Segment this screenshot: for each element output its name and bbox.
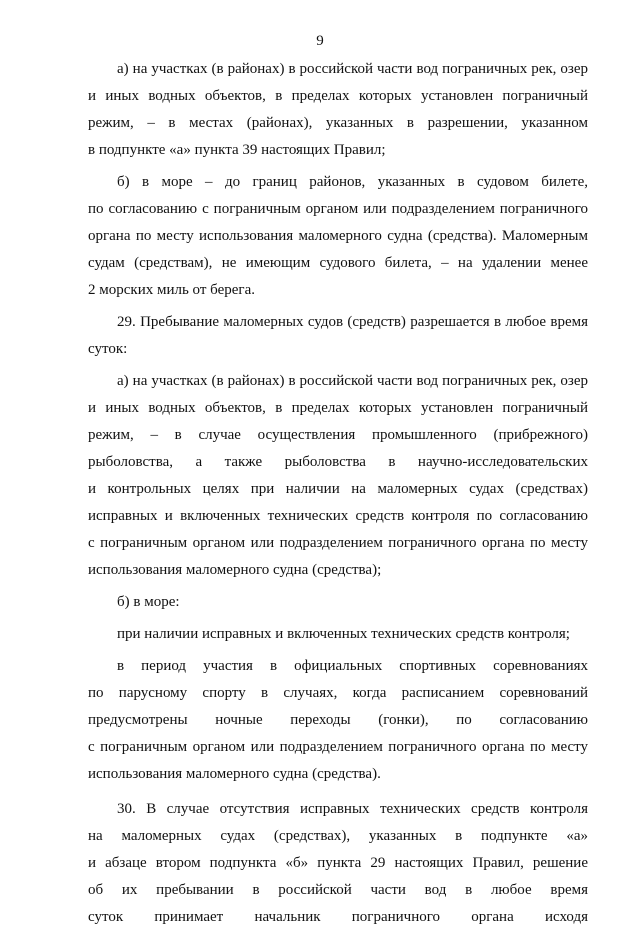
- text-line: 29. Пребывание маломерных судов (средств) разрешается в любое время: [117, 314, 588, 330]
- text-line: с пограничным органом или подразделением пограничного органа по месту: [88, 535, 588, 551]
- text-line: режим, – в местах (районах), указанных в разрешении, указанном: [88, 115, 588, 131]
- text-line: использования маломерного судна (средства).: [88, 766, 381, 782]
- text-line: использования маломерного судна (средства);: [88, 562, 382, 578]
- text-line: б) в море – до границ районов, указанных в судовом билете,: [117, 174, 588, 190]
- text-line: режим, – в случае осуществления промышленного (прибрежного): [88, 427, 588, 443]
- text-line: суток принимает начальник пограничного органа исходя: [88, 909, 588, 925]
- text-line: с пограничным органом или подразделением пограничного органа по месту: [88, 739, 588, 755]
- text-line: и иных водных объектов, в пределах которых установлен пограничный: [88, 400, 588, 416]
- text-line: 30. В случае отсутствия исправных технических средств контроля: [117, 801, 588, 817]
- text-line: об их пребывании в российской части вод в любое время: [88, 882, 588, 898]
- text-line: предусмотрены ночные переходы (гонки), по согласованию: [88, 712, 588, 728]
- text-line: в подпункте «а» пункта 39 настоящих Правил;: [88, 142, 386, 158]
- text-line: органа по месту использования маломерного судна (средства). Маломерным: [88, 228, 588, 244]
- text-line: б) в море:: [117, 594, 180, 610]
- text-line: исправных и включенных технических средств контроля по согласованию: [88, 508, 588, 524]
- text-line: и иных водных объектов, в пределах которых установлен пограничный: [88, 88, 588, 104]
- text-line: при наличии исправных и включенных технических средств контроля;: [117, 626, 570, 642]
- text-line: суток:: [88, 341, 128, 357]
- text-line: и контрольных целях при наличии на маломерных судах (средствах): [88, 481, 588, 497]
- text-line: в период участия в официальных спортивных соревнованиях: [117, 658, 588, 674]
- text-line: 2 морских миль от берега.: [88, 282, 255, 298]
- text-line: на маломерных судах (средствах), указанных в подпункте «а»: [88, 828, 588, 844]
- page-number: 9: [316, 33, 324, 49]
- text-line: а) на участках (в районах) в российской части вод пограничных рек, озер: [117, 61, 588, 77]
- document-body: [88, 56, 588, 931]
- text-line: и абзаце втором подпункта «б» пункта 29 настоящих Правил, решение: [88, 855, 588, 871]
- text-line: по согласованию с пограничным органом или подразделением пограничного: [88, 201, 588, 217]
- text-line: судам (средствам), не имеющим судового билета, – на удалении менее: [88, 255, 588, 271]
- text-line: по парусному спорту в случаях, когда расписанием соревнований: [88, 685, 588, 701]
- text-line: а) на участках (в районах) в российской части вод пограничных рек, озер: [117, 373, 588, 389]
- text-line: рыболовства, а также рыболовства в научно-исследовательских: [88, 454, 588, 470]
